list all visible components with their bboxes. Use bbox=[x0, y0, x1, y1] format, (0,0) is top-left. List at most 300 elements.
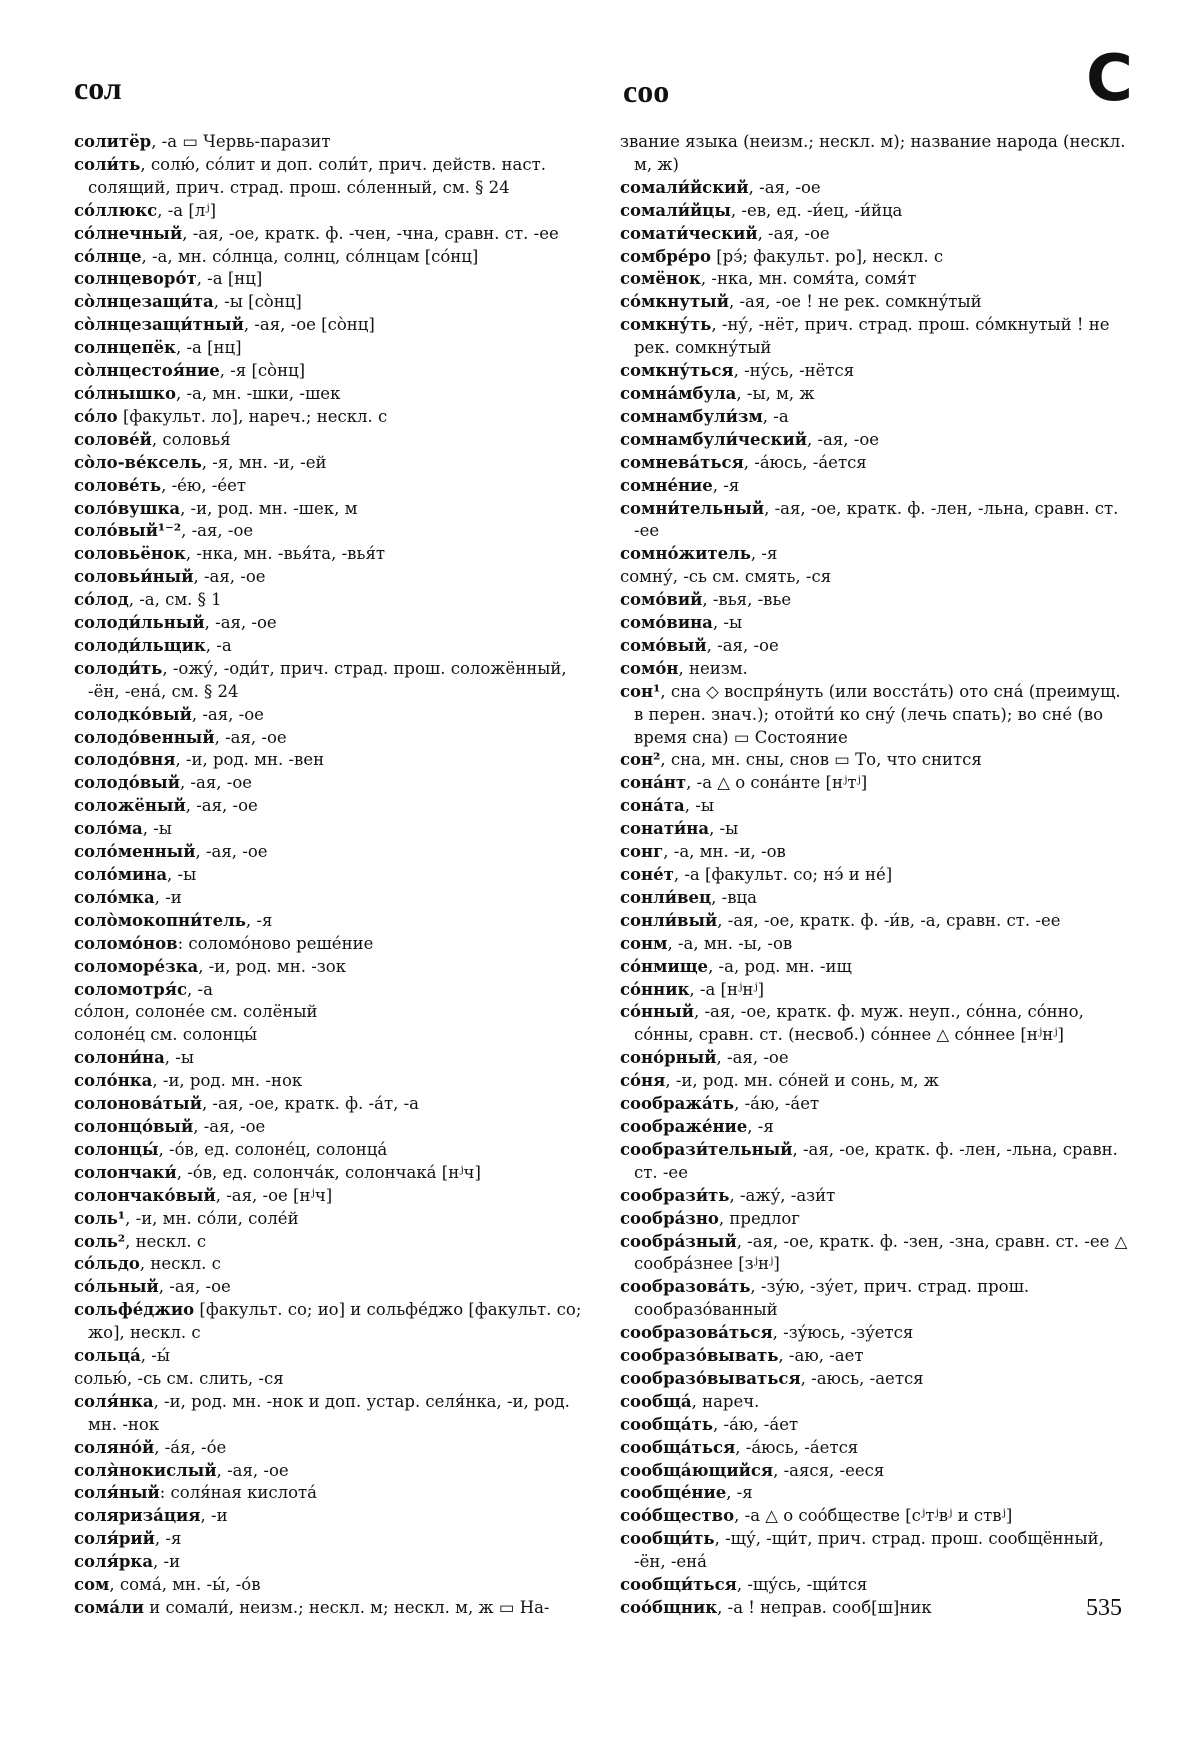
dictionary-entry bbox=[74, 452, 586, 475]
entry-definition: , -ая, -ое bbox=[195, 842, 268, 862]
entry-definition: : соля́ная кислота́ bbox=[159, 1483, 318, 1503]
entry-definition: , -вья, -вье bbox=[702, 590, 792, 610]
headword: сомбре́ро bbox=[620, 246, 711, 266]
entry-definition: [факульт. со; ио] и сольфе́джо [факульт. со; жо], нескл. с bbox=[88, 1300, 582, 1343]
entry-definition: , -и, род. мн. со́ней и сонь, м, ж bbox=[665, 1071, 939, 1091]
entry-definition: , -и bbox=[153, 1552, 181, 1572]
entry-definition: , -я [со̀нц] bbox=[219, 361, 306, 381]
entry-definition: [рэ́; факульт. ро], нескл. с bbox=[710, 246, 944, 266]
dictionary-entry bbox=[620, 933, 1134, 956]
headword: соли́ть bbox=[74, 154, 141, 174]
headword: соль² bbox=[74, 1231, 126, 1251]
headword: соля́нка bbox=[74, 1391, 154, 1411]
dictionary-entry bbox=[620, 589, 1134, 612]
headword: сомне́ние bbox=[620, 475, 713, 495]
entry-definition: , -а △ о соо́бществе [сʲтʲвʲ и ствʲ] bbox=[734, 1506, 1013, 1526]
entry-definition: , -а́ю, -а́ет bbox=[713, 1414, 799, 1434]
entry-definition: , -ы bbox=[164, 1048, 194, 1068]
dictionary-entry bbox=[74, 498, 586, 521]
dictionary-entry bbox=[620, 979, 1134, 1002]
dictionary-entry bbox=[74, 979, 586, 1002]
dictionary-entry bbox=[620, 658, 1134, 681]
headword: сообража́ть bbox=[620, 1094, 735, 1114]
entry-definition: , -нка, мн. сомя́та, сомя́т bbox=[700, 269, 917, 289]
dictionary-entry bbox=[620, 1460, 1134, 1483]
entry-definition: , -ая, -ое bbox=[716, 1048, 789, 1068]
entry-definition: , -и, мн. со́ли, соле́й bbox=[125, 1208, 299, 1228]
headword: соне́т bbox=[620, 865, 674, 884]
entry-definition: и сомали́, неизм.; нескл. м; нескл. м, ж ▭ На- bbox=[143, 1598, 550, 1617]
headword: со́ллюкс bbox=[74, 200, 158, 220]
entry-definition: сомну́, -сь см. смять, -ся bbox=[620, 567, 832, 587]
dictionary-entry bbox=[620, 818, 1134, 841]
headword: соложёный bbox=[74, 796, 186, 816]
headword: сон² bbox=[620, 750, 661, 770]
headword: сообра́зно bbox=[620, 1208, 719, 1228]
headword: сомкну́ть bbox=[620, 315, 712, 335]
entry-definition: , -ая, -ое bbox=[185, 796, 258, 816]
page-number: 535 bbox=[1086, 1595, 1122, 1621]
dictionary-entry bbox=[74, 1162, 586, 1185]
headword: сомни́тельный bbox=[620, 498, 765, 518]
headword: солончаки́ bbox=[74, 1162, 177, 1182]
headword: соло̀мокопни́тель bbox=[74, 910, 246, 930]
headword: солоди́льщик bbox=[74, 635, 206, 655]
headword: со́лод bbox=[74, 590, 129, 610]
dictionary-entry bbox=[620, 887, 1134, 910]
dictionary-entry bbox=[620, 1391, 1134, 1414]
entry-definition: , -ая, -ое, кратк. ф. -лен, -льна, сравн. ст. -ее bbox=[634, 1139, 1118, 1182]
headword: сомо́вина bbox=[620, 613, 713, 633]
entry-definition: , -ая, -ое bbox=[706, 635, 779, 655]
headword: соля́рий bbox=[74, 1529, 155, 1549]
entry-definition: , -аяся, -ееся bbox=[773, 1460, 885, 1480]
dictionary-entry bbox=[74, 933, 586, 956]
entry-definition: , -а [лʲ] bbox=[157, 200, 217, 220]
headword: сомёнок bbox=[620, 269, 701, 289]
dictionary-entry bbox=[74, 1231, 586, 1254]
dictionary-entry bbox=[620, 1505, 1134, 1528]
entry-definition: , -а, см. § 1 bbox=[128, 590, 222, 610]
dictionary-entry bbox=[74, 1528, 586, 1551]
headword: солове́ть bbox=[74, 475, 162, 495]
dictionary-entry bbox=[620, 1597, 1134, 1620]
headword: соло́вушка bbox=[74, 498, 181, 518]
headword: сообщи́ть bbox=[620, 1529, 715, 1549]
entry-definition: , -ая, -ое, кратк. ф. -чен, -чна, сравн. ст. -ее bbox=[182, 223, 559, 243]
entry-definition: , предлог bbox=[718, 1208, 800, 1228]
dictionary-entry bbox=[74, 1299, 586, 1345]
dictionary-entry bbox=[74, 1574, 586, 1597]
entry-definition: , -щу́, -щи́т, прич. страд. прош. сообщённый, -ён, -ена́ bbox=[634, 1529, 1104, 1572]
dictionary-entry bbox=[620, 1231, 1134, 1277]
entry-definition: , -ну́сь, -нётся bbox=[733, 361, 855, 381]
entry-definition: , -ая, -ое bbox=[748, 177, 821, 197]
headword: солодо́вня bbox=[74, 750, 176, 770]
headword: сонати́на bbox=[620, 819, 710, 839]
headword: солончако́вый bbox=[74, 1185, 216, 1205]
headword: соля́ный bbox=[74, 1483, 160, 1503]
entry-definition: , -ая, -ое, кратк. ф. -зен, -зна, сравн. ст. -ее △ сообра́знее [зʲнʲ] bbox=[634, 1231, 1128, 1274]
headword: солоди́льный bbox=[74, 613, 205, 633]
entry-definition: , -ы, м, ж bbox=[736, 383, 815, 403]
headword: солонова́тый bbox=[74, 1094, 202, 1114]
dictionary-entry bbox=[74, 1482, 586, 1505]
entry-definition: , -а ! неправ. сооб[ш]ник bbox=[717, 1598, 932, 1617]
entry-definition: , -и bbox=[200, 1506, 228, 1526]
dictionary-entry bbox=[74, 887, 586, 910]
dictionary-entry bbox=[74, 1505, 586, 1528]
dictionary-entry bbox=[74, 612, 586, 635]
right-column bbox=[620, 131, 1134, 1620]
headword: соло́нка bbox=[74, 1071, 153, 1091]
dictionary-entry bbox=[74, 520, 586, 543]
dictionary-entry bbox=[620, 314, 1134, 360]
dictionary-entry bbox=[620, 772, 1134, 795]
dictionary-entry bbox=[620, 566, 1134, 589]
dictionary-entry bbox=[74, 429, 586, 452]
entry-definition: , -а bbox=[762, 406, 789, 426]
dictionary-entry bbox=[74, 1070, 586, 1093]
entry-definition: , -ы bbox=[167, 865, 197, 884]
dictionary-entry bbox=[620, 246, 1134, 269]
entry-definition: , -а, мн. со́лнца, солнц, со́лнцам [со́нц] bbox=[141, 246, 479, 266]
entry-definition: , -я bbox=[712, 475, 740, 495]
headword: соломо́нов bbox=[74, 933, 178, 953]
dictionary-entry bbox=[620, 1139, 1134, 1185]
headword: сомкну́ться bbox=[620, 361, 734, 381]
dictionary-entry bbox=[74, 360, 586, 383]
headword: со́льный bbox=[74, 1277, 159, 1297]
headword: сомнамбули́ческий bbox=[620, 429, 807, 449]
headword: сообще́ние bbox=[620, 1483, 727, 1503]
entry-definition: , -ая, -ое ! не рек. сомкну́тый bbox=[728, 292, 982, 312]
dictionary-entry bbox=[74, 1276, 586, 1299]
dictionary-entry bbox=[620, 681, 1134, 750]
dictionary-entry bbox=[74, 704, 586, 727]
headword: сообща́ющийся bbox=[620, 1460, 774, 1480]
headword: соляно́й bbox=[74, 1437, 155, 1457]
dictionary-entry bbox=[74, 1208, 586, 1231]
headword: сомо́вий bbox=[620, 590, 703, 610]
dictionary-entry bbox=[74, 635, 586, 658]
entry-definition: , солю́, со́лит и доп. соли́т, прич. действ. наст. солящий, прич. страд. прош. со́ленный, см. § 24 bbox=[88, 154, 546, 197]
dictionary-entry bbox=[620, 1414, 1134, 1437]
headword: со̀лнцестоя́ние bbox=[74, 361, 220, 381]
headword: солодо́венный bbox=[74, 727, 215, 747]
dictionary-entry bbox=[620, 1368, 1134, 1391]
entry-definition: , -ая, -ое bbox=[179, 773, 253, 793]
dictionary-entry bbox=[74, 841, 586, 864]
entry-definition: , -а ▭ Червь-паразит bbox=[151, 132, 331, 151]
entry-definition: , -ну́, -нёт, прич. страд. прош. со́мкнутый ! не рек. сомкну́тый bbox=[634, 315, 1110, 358]
entry-definition: , сна ◇ воспря́нуть (или восста́ть) ото сна́ (преимущ. в перен. знач.); отойти́ ко сну́ (лечь спать); во сне́ (во время сна) ▭ Состояние bbox=[634, 681, 1121, 747]
entry-definition: , -и bbox=[154, 887, 182, 907]
entry-definition: , -я bbox=[154, 1529, 182, 1549]
entry-definition: , соловья́ bbox=[151, 429, 231, 449]
headword: соло́менный bbox=[74, 842, 196, 862]
headword: сообща́ть bbox=[620, 1414, 714, 1434]
entry-definition: , -а △ о сона́нте [нʲтʲ] bbox=[686, 773, 868, 793]
dictionary-entry bbox=[620, 475, 1134, 498]
entry-definition: , -ая, -ое bbox=[191, 704, 264, 724]
entry-definition: , -а, род. мн. -ищ bbox=[708, 956, 852, 976]
headword: сомно́житель bbox=[620, 544, 751, 564]
dictionary-entry bbox=[74, 1047, 586, 1070]
dictionary-entry bbox=[74, 1024, 586, 1047]
dictionary-entry bbox=[620, 795, 1134, 818]
headword: со́мкнутый bbox=[620, 292, 729, 312]
entry-definition: , -и, род. мн. -зок bbox=[198, 956, 347, 976]
headword: сонли́вый bbox=[620, 910, 718, 930]
dictionary-entry bbox=[74, 1597, 586, 1620]
headword: со́лнечный bbox=[74, 223, 183, 243]
dictionary-entry bbox=[620, 223, 1134, 246]
dictionary-entry bbox=[74, 1001, 586, 1024]
dictionary-entry bbox=[620, 1276, 1134, 1322]
headword: соло́вый¹⁻² bbox=[74, 521, 182, 541]
entry-definition: [факульт. ло], нареч.; нескл. с bbox=[117, 406, 388, 426]
headword: сомо́н bbox=[620, 658, 679, 678]
dictionary-entry bbox=[620, 1322, 1134, 1345]
headword: сообщи́ться bbox=[620, 1575, 737, 1595]
dictionary-entry bbox=[74, 658, 586, 704]
dictionary-entry bbox=[620, 910, 1134, 933]
entry-definition: , -нка, мн. -вья́та, -вья́т bbox=[185, 544, 385, 564]
headword: солнцеворо́т bbox=[74, 269, 197, 289]
entry-definition: , -ая, -ое, кратк. ф. -а́т, -а bbox=[201, 1094, 419, 1114]
headword: соо́бщество bbox=[620, 1506, 735, 1526]
headword: сома́ли bbox=[74, 1598, 144, 1617]
dictionary-entry bbox=[74, 383, 586, 406]
headword: соно́рный bbox=[620, 1048, 717, 1068]
dictionary-entry bbox=[620, 1093, 1134, 1116]
entry-definition: , нескл. с bbox=[139, 1254, 221, 1274]
dictionary-entry bbox=[74, 1368, 586, 1391]
dictionary-entry bbox=[620, 543, 1134, 566]
entry-definition: , -ая, -ое, кратк. ф. муж. неуп., со́нна, со́нно, со́нны, сравн. ст. (несвоб.) со́ннее △ со́ннее [нʲнʲ] bbox=[634, 1002, 1084, 1045]
headword: сон¹ bbox=[620, 681, 661, 701]
running-head-left: сол bbox=[74, 70, 122, 106]
entry-definition: , -а́юсь, -а́ется bbox=[735, 1437, 859, 1457]
headword: солове́й bbox=[74, 429, 152, 449]
entry-definition: , -ая, -ое bbox=[806, 429, 880, 449]
entry-definition: , -я bbox=[726, 1483, 753, 1503]
headword: соло́мка bbox=[74, 887, 155, 907]
dictionary-entry bbox=[620, 268, 1134, 291]
headword: солодко́вый bbox=[74, 704, 192, 724]
entry-definition: , -а [нц] bbox=[196, 269, 263, 289]
dictionary-entry bbox=[620, 200, 1134, 223]
entry-definition: , -ажу́, -ази́т bbox=[729, 1185, 836, 1205]
headword: соломоре́зка bbox=[74, 956, 199, 976]
headword: сомна́мбула bbox=[620, 383, 737, 403]
headword: соо́бщник bbox=[620, 1598, 718, 1617]
headword: со́ло bbox=[74, 406, 118, 426]
headword: сом bbox=[74, 1575, 110, 1595]
entry-definition: , -ая, -ое bbox=[757, 223, 830, 243]
entry-definition: , -и, род. мн. -нок и доп. устар. селя́нка, -и, род. мн. -нок bbox=[88, 1391, 570, 1434]
entry-definition: : соломо́ново реше́ние bbox=[177, 933, 374, 953]
dictionary-entry bbox=[74, 956, 586, 979]
entry-definition: , -ы bbox=[712, 613, 743, 633]
entry-definition: , -ая, -ое, кратк. ф. -лен, -льна, сравн. ст. -ее bbox=[634, 498, 1119, 541]
running-head-right: соо bbox=[623, 73, 670, 109]
headword: сообща́ bbox=[620, 1391, 692, 1411]
entry-definition: , -аюсь, -ается bbox=[800, 1368, 924, 1388]
dictionary-entry bbox=[74, 818, 586, 841]
headword: сона́нт bbox=[620, 773, 687, 793]
dictionary-entry bbox=[620, 360, 1134, 383]
dictionary-entry bbox=[620, 841, 1134, 864]
headword: сообразо́вываться bbox=[620, 1368, 801, 1388]
entry-definition: , -ая, -ое, кратк. ф. -и́в, -а, сравн. ст. -ее bbox=[717, 910, 1061, 930]
dictionary-entry bbox=[620, 612, 1134, 635]
entry-definition: , -а bbox=[187, 979, 213, 999]
entry-definition: , нареч. bbox=[691, 1391, 760, 1411]
dictionary-entry bbox=[620, 1070, 1134, 1093]
entry-definition: , -ы [со̀нц] bbox=[213, 292, 302, 312]
dictionary-entry bbox=[74, 1185, 586, 1208]
dictionary-entry bbox=[74, 1437, 586, 1460]
headword: соля̀нокислый bbox=[74, 1460, 217, 1480]
dictionary-entry bbox=[74, 1460, 586, 1483]
headword: со̀лнцезащи́тный bbox=[74, 315, 244, 335]
entry-definition: , -ая, -ое bbox=[214, 727, 287, 747]
dictionary-entry bbox=[620, 1185, 1134, 1208]
dictionary-entry bbox=[620, 864, 1134, 887]
headword: сомнева́ться bbox=[620, 452, 744, 472]
headword: сонг bbox=[620, 842, 664, 862]
headword: сомати́ческий bbox=[620, 223, 758, 243]
dictionary-entry bbox=[620, 956, 1134, 979]
headword: со̀лнцезащи́та bbox=[74, 292, 214, 312]
headword: солони́на bbox=[74, 1048, 165, 1068]
dictionary-entry bbox=[620, 1574, 1134, 1597]
dictionary-entry bbox=[620, 635, 1134, 658]
entry-definition: , -о́в, ед. солонча́к, солончака́ [нʲч] bbox=[176, 1162, 481, 1182]
entry-definition: , -ая, -ое bbox=[193, 1116, 266, 1136]
entry-definition: , -о́в, ед. солоне́ц, солонца́ bbox=[158, 1139, 388, 1159]
headword: сообра́зный bbox=[620, 1231, 737, 1251]
entry-definition: , -ая, -ое bbox=[193, 567, 266, 587]
entry-definition: , -ы bbox=[709, 819, 739, 839]
headword: сомали́йцы bbox=[620, 200, 731, 220]
headword: соля́рка bbox=[74, 1552, 154, 1572]
dictionary-entry bbox=[74, 589, 586, 612]
dictionary-entry bbox=[74, 200, 586, 223]
entry-definition: , -вца bbox=[711, 887, 757, 907]
dictionary-entry bbox=[74, 772, 586, 795]
dictionary-entry bbox=[74, 795, 586, 818]
dictionary-entry bbox=[620, 291, 1134, 314]
headword: солонцо́вый bbox=[74, 1116, 194, 1136]
dictionary-entry bbox=[620, 1528, 1134, 1574]
headword: соло́ма bbox=[74, 819, 143, 839]
dictionary-entry bbox=[620, 1208, 1134, 1231]
entry-definition: звание языка (неизм.; нескл. м); название народа (нескл. м, ж) bbox=[620, 132, 1126, 174]
headword: солонцы́ bbox=[74, 1139, 159, 1159]
entry-definition: , -ы bbox=[142, 819, 172, 839]
entry-definition: , -я, мн. -и, -ей bbox=[201, 452, 327, 472]
entry-definition: , -ы bbox=[684, 796, 714, 816]
entry-definition: , -е́ю, -е́ет bbox=[161, 475, 246, 495]
dictionary-entry bbox=[74, 314, 586, 337]
headword: сомали́йский bbox=[620, 177, 749, 197]
headword: со́нник bbox=[620, 979, 690, 999]
dictionary-entry bbox=[74, 475, 586, 498]
dictionary-entry bbox=[620, 1001, 1134, 1047]
dictionary-entry bbox=[74, 291, 586, 314]
entry-definition: , -а, мн. -ы, -ов bbox=[667, 933, 793, 953]
dictionary-entry bbox=[74, 1093, 586, 1116]
entry-definition: , -ая, -ое bbox=[216, 1460, 289, 1480]
headword: со́нмище bbox=[620, 956, 709, 976]
headword: солнцепёк bbox=[74, 338, 176, 358]
entry-definition: , -а́юсь, -а́ется bbox=[743, 452, 867, 472]
entry-definition: , -а, мн. -и, -ов bbox=[663, 842, 786, 862]
entry-definition: , -я bbox=[245, 910, 273, 930]
dictionary-entry bbox=[620, 1116, 1134, 1139]
headword: сольфе́джио bbox=[74, 1300, 195, 1320]
entry-definition: , -ожу́, -оди́т, прич. страд. прош. соложённый, -ён, -ена́, см. § 24 bbox=[88, 658, 567, 701]
entry-definition: , -ая, -ое [со̀нц] bbox=[243, 315, 375, 335]
entry-definition: , -и, род. мн. -вен bbox=[175, 750, 325, 770]
dictionary-entry bbox=[74, 268, 586, 291]
entry-definition: , -а́ю, -а́ет bbox=[734, 1094, 820, 1114]
dictionary-entry bbox=[74, 1345, 586, 1368]
dictionary-entry bbox=[74, 864, 586, 887]
entry-definition: , -а [нц] bbox=[175, 338, 242, 358]
dictionary-entry bbox=[74, 727, 586, 750]
entry-definition: солоне́ц см. солонцы́ bbox=[74, 1025, 258, 1045]
entry-definition: , -и, род. мн. -шек, м bbox=[180, 498, 358, 518]
dictionary-entry bbox=[74, 337, 586, 360]
left-column bbox=[74, 131, 586, 1620]
entry-definition: , -зу́юсь, -зу́ется bbox=[772, 1323, 914, 1343]
dictionary-entry bbox=[74, 1551, 586, 1574]
entry-definition: , сна, мн. сны, снов ▭ То, что снится bbox=[660, 750, 982, 770]
entry-definition: , -аю, -ает bbox=[778, 1346, 864, 1366]
entry-definition: , -и, род. мн. -нок bbox=[152, 1071, 303, 1091]
dictionary-entry bbox=[74, 910, 586, 933]
entry-definition: , -ая, -ое bbox=[181, 521, 254, 541]
dictionary-entry bbox=[620, 406, 1134, 429]
dictionary-entry bbox=[74, 223, 586, 246]
entry-definition: , -а́я, -о́е bbox=[154, 1437, 227, 1457]
headword: сообразова́ть bbox=[620, 1277, 751, 1297]
dictionary-entry bbox=[74, 131, 586, 154]
entry-definition: , -ы́ bbox=[140, 1346, 170, 1366]
dictionary-entry bbox=[620, 1345, 1134, 1368]
dictionary-entry bbox=[620, 1437, 1134, 1460]
entry-definition: солью́, -сь см. слить, -ся bbox=[74, 1368, 284, 1388]
entry-definition: , -а [факульт. со; нэ́ и не́] bbox=[673, 865, 893, 884]
dictionary-entry bbox=[74, 1139, 586, 1162]
entry-definition: , -щу́сь, -щи́тся bbox=[736, 1575, 868, 1595]
dictionary-entry bbox=[620, 1482, 1134, 1505]
dictionary-entry bbox=[74, 406, 586, 429]
entry-definition: , -ая, -ое bbox=[204, 613, 277, 633]
headword: со́ня bbox=[620, 1071, 666, 1091]
dictionary-entry bbox=[620, 177, 1134, 200]
headword: соловьи́ный bbox=[74, 567, 194, 587]
dictionary-entry bbox=[74, 154, 586, 200]
headword: сообща́ться bbox=[620, 1437, 736, 1457]
entry-definition: , неизм. bbox=[678, 658, 748, 678]
headword: соломотря́с bbox=[74, 979, 188, 999]
entry-definition: , нескл. с bbox=[125, 1231, 207, 1251]
